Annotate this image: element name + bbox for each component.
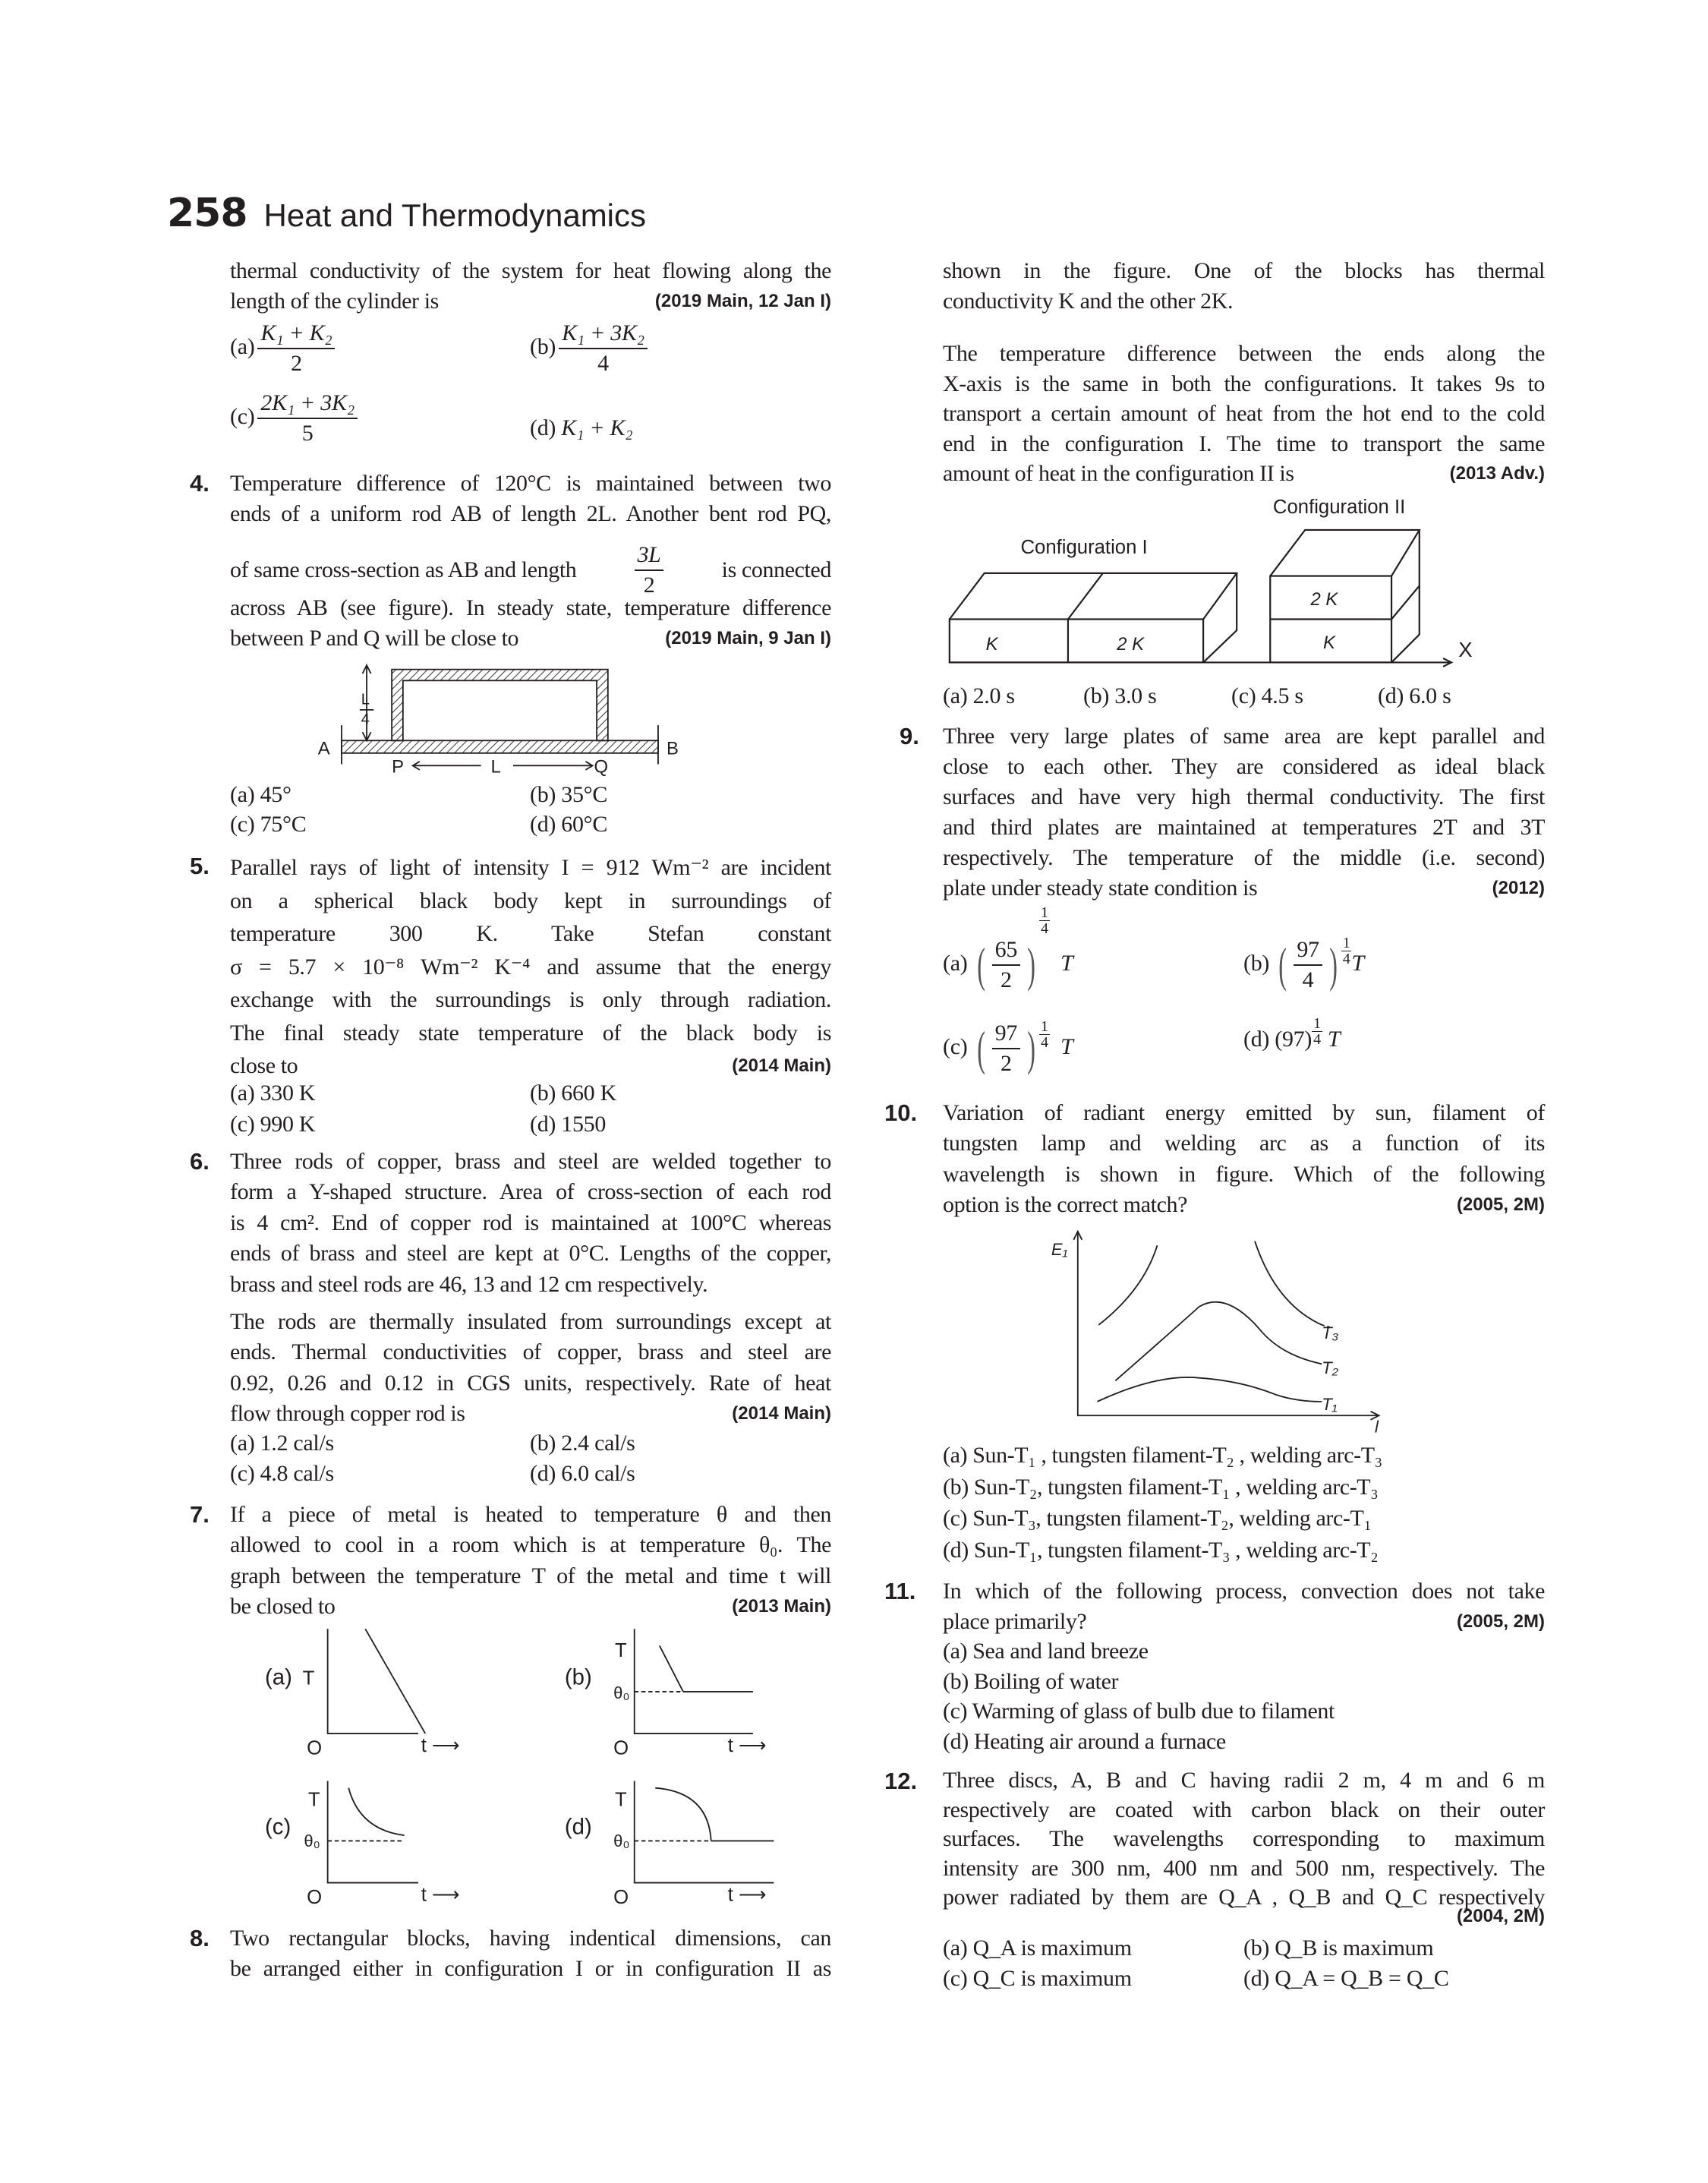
q11-options	[943, 1636, 1545, 1756]
exponent-den: 4	[1041, 920, 1048, 937]
q10-radiation-graph	[1073, 1232, 1379, 1420]
text-line	[943, 429, 1545, 459]
label-b: B	[666, 738, 679, 759]
label-a: A	[317, 738, 330, 759]
label-l: L	[490, 756, 501, 778]
block-2k-label: 2 K	[1310, 589, 1338, 610]
text-line	[230, 1270, 831, 1300]
q12-option-b: (b) Q_B is maximum	[1243, 1935, 1434, 1961]
q6-option-b: (b) 2.4 cal/s	[530, 1431, 635, 1456]
option-label: (c)	[230, 403, 255, 429]
question-number: 4.	[190, 470, 210, 497]
chapter-title: Heat and Thermodynamics	[263, 197, 647, 233]
option-label: (c)	[943, 1033, 968, 1059]
q4-option-c: (c) 75°C	[230, 812, 307, 837]
line-text: (c) Warming of glass of bulb due to filament	[943, 1699, 1335, 1724]
q4-option-a: (a) 45°	[230, 782, 291, 807]
line-text: Temperature difference of 120°C is maintained between two	[230, 471, 831, 496]
question-number: 7.	[190, 1501, 210, 1528]
text-line	[230, 1500, 831, 1530]
question-number: 11.	[884, 1578, 916, 1604]
line-text: Parallel rays of light of intensity I = 912 Wm⁻² are incident	[230, 855, 831, 880]
curve-left-rise	[1098, 1245, 1157, 1325]
source-tag: (2012)	[1492, 878, 1545, 898]
denominator: 2	[643, 573, 655, 598]
text-line	[230, 256, 831, 286]
theta0-label: θ₀	[304, 1831, 320, 1850]
axis-time-label: t ⟶	[727, 1734, 767, 1756]
line-text: brass and steel rods are 46, 13 and 12 cm respectively.	[230, 1271, 708, 1297]
q8-text	[230, 1923, 831, 1985]
question-number: 8.	[190, 1925, 210, 1951]
text-line	[943, 721, 1545, 752]
question-number: 9.	[900, 723, 919, 749]
option-item	[943, 1696, 1545, 1727]
line-text: temperature 300 K. Take Stefan constant	[230, 921, 831, 946]
text-line	[230, 851, 831, 885]
origin-label: O	[307, 1737, 323, 1759]
graph-c	[328, 1781, 418, 1882]
graph-c-label: (c)	[264, 1814, 291, 1840]
denominator: 2	[1000, 1051, 1012, 1076]
q6-option-a: (a) 1.2 cal/s	[230, 1431, 334, 1456]
line-text: transport a certain amount of heat from the hot end to the cold	[943, 401, 1545, 427]
line-text: close to	[230, 1053, 298, 1078]
q4-rod-figure	[342, 665, 658, 770]
q9-option-b: (b) ( $\frac{97}{4}$ ) $\frac{1}{4}$ T	[1243, 935, 1364, 995]
source-tag: (2013 Main)	[732, 1596, 831, 1617]
text-line	[943, 1159, 1545, 1190]
text-line	[230, 1238, 831, 1269]
origin-label: O	[613, 1887, 629, 1909]
text-line	[230, 1561, 831, 1592]
text: of same cross-section as AB and length	[230, 557, 577, 582]
text-line	[230, 1368, 831, 1399]
q7-text	[230, 1500, 831, 1623]
origin-label: O	[613, 1737, 629, 1759]
question-number: 5.	[190, 853, 210, 879]
line-text: Three very large plates of same area are kept parallel and	[943, 724, 1545, 749]
option-label: (a)	[230, 333, 255, 359]
text-line	[230, 1307, 831, 1337]
line-text: plate under steady state condition is	[943, 875, 1258, 901]
line-text: place primarily?	[943, 1608, 1087, 1634]
text-line	[943, 1854, 1545, 1884]
line-text: be closed to	[230, 1594, 336, 1620]
text-line	[230, 1399, 831, 1429]
text-line	[943, 1128, 1545, 1159]
q4-text	[230, 468, 831, 530]
q12-option-c: (c) Q_C is maximum	[943, 1966, 1132, 1991]
numerator: K₁ + K₂	[257, 319, 335, 349]
text-line	[943, 459, 1545, 489]
block-k-label: K	[985, 633, 998, 655]
q5-option-b: (b) 660 K	[530, 1080, 616, 1106]
line-text: respectively are coated with carbon black on their outer	[943, 1797, 1545, 1822]
exponent-num: 1	[1313, 1015, 1321, 1032]
line-text: 0.92, 0.26 and 0.12 in CGS units, respectively. Rate of heat	[230, 1370, 831, 1396]
x-axis-label: l	[1375, 1417, 1379, 1437]
text-line	[943, 812, 1545, 843]
text-line	[943, 1190, 1545, 1220]
text-line	[943, 1825, 1545, 1854]
text-line	[230, 1954, 831, 1984]
line-text: be arranged either in configuration I or in configuration II as	[230, 1956, 831, 1982]
t2-label: T₂	[1322, 1358, 1339, 1378]
q10-options	[943, 1440, 1545, 1566]
label-l4-den: 4	[361, 711, 370, 728]
graph-d-label: (d)	[564, 1814, 592, 1840]
question-number: 10.	[884, 1099, 918, 1126]
line-text: form a Y-shaped structure. Area of cross-section of each rod	[230, 1179, 831, 1205]
exponent-den: 4	[1342, 951, 1350, 967]
line-text: option is the correct match?	[943, 1192, 1188, 1218]
configuration-2-label: Configuration II	[1272, 496, 1406, 518]
line-text: The temperature difference between the ends along the	[943, 341, 1545, 366]
variable-T: T	[1060, 950, 1073, 976]
question-number: 6.	[190, 1148, 210, 1175]
curve-t2	[1115, 1302, 1322, 1381]
text-line	[943, 1607, 1545, 1637]
option-label: (d)	[530, 415, 556, 440]
text-line	[230, 468, 831, 499]
q4-option-b: (b) 35°C	[530, 782, 608, 807]
text-line	[230, 1017, 831, 1050]
configuration-1-blocks	[950, 573, 1237, 663]
text-line	[943, 256, 1545, 286]
text-line	[943, 752, 1545, 782]
theta0-label: θ₀	[613, 1831, 630, 1850]
q10-text	[943, 1098, 1545, 1221]
text-line	[230, 1049, 831, 1083]
numerator: 65	[992, 935, 1020, 966]
option-label: (b)	[1243, 950, 1270, 976]
line-text: Three discs, A, B and C having radii 2 m, 4 m and 6 m	[943, 1768, 1545, 1793]
q4-option-d: (d) 60°C	[530, 812, 608, 837]
line-text: and third plates are maintained at temperatures 2T and 3T	[943, 815, 1545, 840]
numerator: 97	[992, 1019, 1020, 1049]
q12-text	[943, 1766, 1545, 1913]
source-tag: (2014 Main)	[732, 1055, 831, 1076]
text-line	[230, 1177, 831, 1207]
source-tag: (2019 Main, 12 Jan I)	[654, 291, 831, 312]
text-line	[943, 369, 1545, 399]
line-text: (c) Sun-T₃, tungsten filament-T₂, welding arc-T₁	[943, 1506, 1372, 1531]
option-item	[943, 1535, 1545, 1566]
text-line	[943, 1098, 1545, 1128]
line-text: In which of the following process, convection does not take	[943, 1579, 1545, 1604]
text-line	[230, 983, 831, 1017]
text-line	[943, 782, 1545, 812]
q6-text-2	[230, 1307, 831, 1430]
exponent-num: 1	[1041, 1018, 1048, 1035]
q8-option-c: (c) 4.5 s	[1231, 683, 1303, 708]
q6-text	[230, 1147, 831, 1300]
text-line	[943, 286, 1545, 317]
graph-a	[328, 1629, 426, 1733]
line-text: (a) Sea and land breeze	[943, 1639, 1149, 1664]
line-text: length of the cylinder is	[230, 289, 439, 314]
q8-option-a: (a) 2.0 s	[943, 683, 1015, 708]
graph-d	[635, 1781, 774, 1882]
exponent-den: 4	[1041, 1034, 1048, 1051]
q8-text-2	[943, 339, 1545, 489]
line-text: The final steady state temperature of the black body is	[230, 1020, 831, 1046]
option-label: (d)	[1243, 1027, 1270, 1052]
option-item	[943, 1727, 1545, 1757]
numerator: 97	[1294, 935, 1322, 966]
source-tag: (2005, 2M)	[1456, 1194, 1545, 1216]
q11-text	[943, 1576, 1545, 1636]
axis-t-label: T	[307, 1789, 320, 1811]
q5-text	[230, 851, 831, 1083]
line-text: surfaces. The wavelengths corresponding to maximum	[943, 1826, 1545, 1852]
theta0-label: θ₀	[613, 1683, 630, 1703]
q9-text	[943, 721, 1545, 904]
q9-option-a: (a) ( $\frac{65}{2}$ ) $\frac{1}{4}$ T	[943, 935, 1073, 995]
text-line	[943, 843, 1545, 873]
q12-source: (2004, 2M)	[1456, 1906, 1545, 1926]
t3-label: T₃	[1322, 1323, 1339, 1343]
denominator: 4	[597, 351, 609, 376]
q3-option-b	[530, 319, 651, 378]
base: (97)	[1275, 1027, 1313, 1052]
text-line	[230, 286, 831, 317]
axis-t-label: T	[615, 1789, 627, 1811]
q8-blocks-figure	[950, 530, 1451, 667]
graph-b	[635, 1629, 753, 1733]
x-axis-label: X	[1458, 638, 1473, 662]
line-text: thermal conductivity of the system for heat flowing along the	[230, 258, 831, 283]
line-text: end in the configuration I. The time to transport the same	[943, 431, 1545, 456]
text-line	[230, 1530, 831, 1560]
y-axis-label: E₁	[1051, 1240, 1068, 1260]
line-text: (d) Heating air around a furnace	[943, 1728, 1226, 1754]
text-line	[230, 885, 831, 918]
text-line	[230, 917, 831, 951]
question-number: 12.	[884, 1768, 918, 1794]
text-line	[230, 1592, 831, 1622]
curve-t3	[1255, 1241, 1322, 1325]
q12-option-d: (d) Q_A = Q_B = Q_C	[1243, 1966, 1449, 1991]
q3-option-c	[230, 389, 361, 448]
configuration-2-blocks	[1270, 530, 1420, 662]
q3-option-d	[530, 413, 632, 443]
text-line	[943, 1766, 1545, 1796]
block-2k-label: 2 K	[1117, 633, 1145, 655]
line-text: on a spherical black body kept in surroundings of	[230, 888, 831, 913]
numerator: 3L	[635, 541, 664, 571]
q8-option-d: (d) 6.0 s	[1378, 683, 1451, 708]
line-text: ends of brass and steel are kept at 0°C. Lengths of the copper,	[230, 1241, 831, 1267]
text-line	[943, 873, 1545, 904]
exponent-num: 1	[1342, 935, 1350, 951]
line-text: exchange with the surroundings is only through radiation.	[230, 987, 831, 1012]
denominator: 4	[1302, 967, 1314, 992]
line-text: (b) Boiling of water	[943, 1668, 1119, 1694]
option-item	[943, 1636, 1545, 1667]
axis-t-label: T	[615, 1640, 627, 1662]
text-line	[943, 339, 1545, 369]
q3-text	[230, 256, 831, 317]
line-text: surfaces and have very high thermal conductivity. The first	[943, 784, 1545, 809]
variable-T: T	[1351, 950, 1364, 976]
line-text: is 4 cm². End of copper rod is maintained at 100°C whereas	[230, 1210, 831, 1235]
line-text: amount of heat in the configuration II is	[943, 461, 1294, 487]
line-text: shown in the figure. One of the blocks has thermal	[943, 258, 1545, 283]
curve-t1	[1098, 1377, 1322, 1402]
numerator: K₁ + 3K₂	[559, 319, 648, 349]
line-text: If a piece of metal is heated to temperature θ and then	[230, 1502, 831, 1527]
axis-time-label: t ⟶	[421, 1734, 460, 1756]
line-text: tungsten lamp and welding arc as a function of its	[943, 1131, 1545, 1156]
origin-label: O	[307, 1887, 323, 1909]
bent-rod-pq	[392, 670, 608, 741]
q8-text-cont	[943, 256, 1545, 317]
line-text: intensity are 300 nm, 400 nm and 500 nm, respectively. The	[943, 1855, 1545, 1881]
t1-label: T₁	[1322, 1394, 1338, 1414]
line-text: σ = 5.7 × 10⁻⁸ Wm⁻² K⁻⁴ and assume that the energy	[230, 954, 831, 980]
q3-option-a	[230, 319, 338, 378]
label-q: Q	[594, 756, 609, 778]
line-text: respectively. The temperature of the middle (i.e. second)	[943, 845, 1545, 870]
line-text: ends. Thermal conductivities of copper, brass and steel are	[230, 1339, 831, 1365]
q4-line-fraction	[230, 541, 831, 600]
page-header	[167, 186, 646, 241]
source-tag: (2013 Adv.)	[1449, 463, 1545, 484]
text-line	[230, 1208, 831, 1238]
q7-graphs	[328, 1629, 774, 1882]
text-line	[943, 399, 1545, 429]
q6-option-c: (c) 4.8 cal/s	[230, 1461, 334, 1486]
source-tag: (2019 Main, 9 Jan I)	[665, 628, 831, 649]
label-l4-num: L	[361, 691, 370, 708]
source-tag: (2005, 2M)	[1456, 1610, 1545, 1632]
text-line	[943, 1883, 1545, 1913]
graph-b-label: (b)	[564, 1664, 592, 1690]
denominator: 5	[301, 421, 314, 446]
q9-option-c: (c) ( $\frac{97}{2}$ ) $\frac{1}{4}$ T	[943, 1019, 1073, 1078]
text-line	[230, 499, 831, 529]
line-text: (a) Sun-T₁ , tungsten filament-T₂ , welding arc-T₃	[943, 1443, 1382, 1468]
page-number: 258	[167, 191, 247, 236]
line-text: X-axis is the same in both the configurations. It takes 9s to	[943, 371, 1545, 396]
text: is connected	[721, 557, 831, 582]
line-text: power radiated by them are Q_A , Q_B and Q_C respectively	[943, 1885, 1545, 1910]
axis-time-label: t ⟶	[421, 1884, 460, 1906]
text-line	[943, 1576, 1545, 1607]
denominator: 2	[1000, 967, 1012, 992]
denominator: 2	[291, 351, 302, 376]
configuration-1-label: Configuration I	[1020, 537, 1148, 559]
rod-ab	[342, 740, 658, 753]
q5-option-a: (a) 330 K	[230, 1080, 316, 1106]
line-text: conductivity K and the other 2K.	[943, 289, 1234, 314]
numerator: 2K₁ + 3K₂	[257, 389, 357, 419]
line-text: (d) Sun-T₁, tungsten filament-T₃ , welding arc-T₂	[943, 1537, 1379, 1563]
variable-T: T	[1060, 1033, 1073, 1059]
text-line	[230, 1337, 831, 1368]
line-text: allowed to cool in a room which is at temperature θ₀. The	[230, 1532, 831, 1558]
q6-option-d: (d) 6.0 cal/s	[530, 1461, 635, 1486]
text-line	[943, 1796, 1545, 1825]
block-k-label: K	[1323, 633, 1335, 654]
line-text: Variation of radiant energy emitted by sun, filament of	[943, 1100, 1545, 1125]
graph-a-label: (a)	[264, 1664, 292, 1690]
line-text: ends of a uniform rod AB of length 2L. Another bent rod PQ,	[230, 501, 831, 527]
option-label: (a)	[943, 950, 968, 976]
line-text: Two rectangular blocks, having indentical dimensions, can	[230, 1926, 831, 1951]
exponent-num: 1	[1041, 904, 1048, 921]
variable-T: T	[1327, 1027, 1341, 1052]
option-item	[943, 1667, 1545, 1697]
line-text: between P and Q will be close to	[230, 626, 519, 651]
line-text: flow through copper rod is	[230, 1401, 465, 1427]
line-text: Three rods of copper, brass and steel are welded together to	[230, 1149, 831, 1174]
line-text: graph between the temperature T of the metal and time t will	[230, 1563, 831, 1588]
text-line	[230, 1147, 831, 1177]
option-item	[943, 1440, 1545, 1472]
line-text: (b) Sun-T₂, tungsten filament-T₁ , welding arc-T₃	[943, 1474, 1379, 1500]
q5-option-d: (d) 1550	[530, 1112, 607, 1137]
option-text: K₁ + K₂	[561, 415, 633, 440]
exponent-den: 4	[1313, 1031, 1321, 1048]
text-line	[230, 951, 831, 984]
q8-option-b: (b) 3.0 s	[1083, 683, 1157, 708]
line-text: across AB (see figure). In steady state, temperature difference	[230, 595, 831, 620]
text-line	[230, 623, 831, 654]
q4-text-2	[230, 593, 831, 655]
option-label: (b)	[530, 333, 556, 359]
source-tag: (2014 Main)	[732, 1403, 831, 1424]
line-text: wavelength is shown in figure. Which of the following	[943, 1161, 1545, 1187]
q5-option-c: (c) 990 K	[230, 1112, 316, 1137]
text-line	[230, 1923, 831, 1954]
text-line	[230, 593, 831, 623]
line-text: close to each other. They are considered as ideal black	[943, 754, 1545, 779]
label-p: P	[392, 756, 405, 778]
axis-t-label: T	[302, 1667, 315, 1689]
line-text: The rods are thermally insulated from surroundings except at	[230, 1309, 831, 1334]
option-item	[943, 1472, 1545, 1503]
q9-option-d	[1243, 1015, 1341, 1052]
axes	[1078, 1233, 1378, 1416]
axis-time-label: t ⟶	[727, 1884, 767, 1906]
option-item	[943, 1503, 1545, 1535]
q12-option-a: (a) Q_A is maximum	[943, 1935, 1132, 1961]
